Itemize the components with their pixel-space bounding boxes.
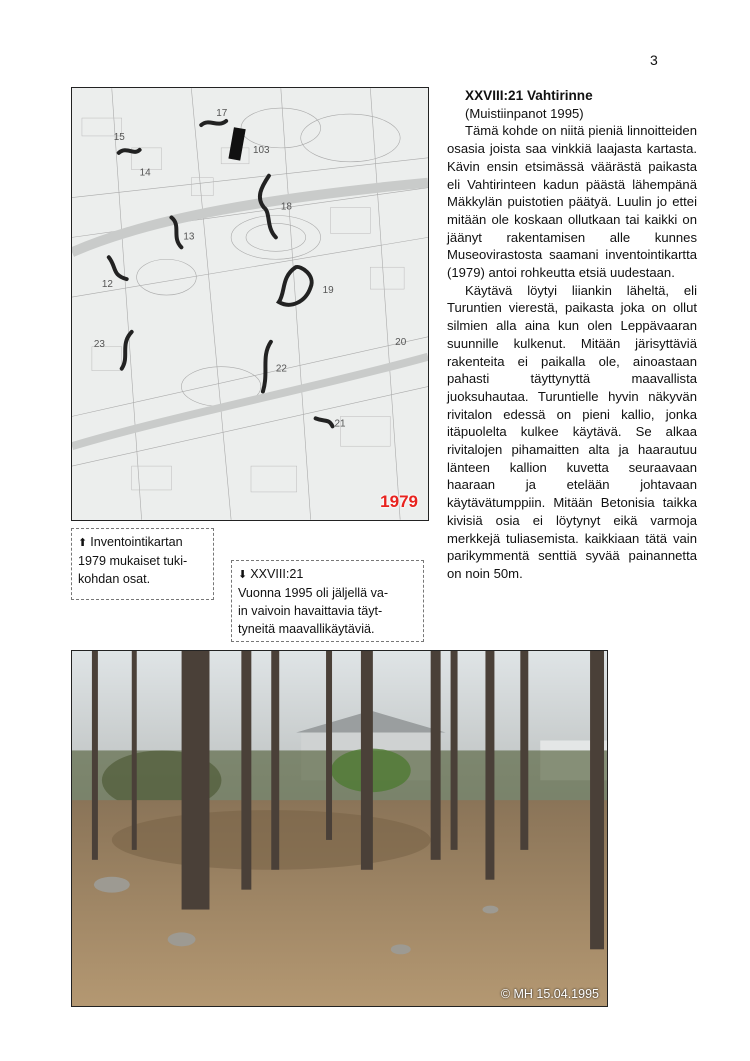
map-caption-line1: Inventointikartan xyxy=(90,535,183,549)
article-title: XXVIII:21 Vahtirinne xyxy=(465,88,593,103)
page-number: 3 xyxy=(650,52,658,68)
arrow-up-icon: ⬆ xyxy=(78,537,88,549)
map-caption-line2: 1979 mukaiset tuki- xyxy=(78,554,188,568)
map-site-label-12: 12 xyxy=(101,279,113,291)
arrow-down-icon: ⬇ xyxy=(238,569,248,581)
photo-caption-line2: Vuonna 1995 oli jäljellä va- xyxy=(238,586,389,600)
photo-caption-line1: XXVIII:21 xyxy=(250,567,304,581)
article-paragraph-2: Käytävä löytyi liiankin läheltä, eli Turuntien vierestä, paikasta joka on ollut silmien alla aina kun olen Leppävaaran suunnille kulkenut. Mitään järisyttäviä rakenteita ei paikalla ole, ainoastaan pahasti täyttynyttä maavallista juoksuhautaa. Turuntielle hyvin näkyvän rivitalon edessä on pieni kallio, jonka itäpuolelta kulkee käytävä. Se alkaa rivitalojen pihamaitten alta ja haarautuu länteen kallion kuvetta seuraavaan haaraan ja etelään johtavaan käytävätumppiin. Mitään Betonisia taikka kivisiä osia ei löytynyt eikä varmoja merkkejä tuliasemista. kaikkiaan tätä vain parikymmentä senttiä syvää painannetta on noin 50m. xyxy=(447,282,697,581)
map-caption xyxy=(71,528,214,600)
photo-credit: © MH 15.04.1995 xyxy=(500,987,599,1001)
map-site-label-23: 23 xyxy=(93,338,105,350)
article-subtitle: (Muistiinpanot 1995) xyxy=(465,105,584,121)
photo-caption xyxy=(231,560,424,642)
map-site-label-22: 22 xyxy=(275,363,287,375)
map-site-label-14: 14 xyxy=(139,167,151,179)
map-site-label-15: 15 xyxy=(113,131,125,143)
article-column xyxy=(447,87,697,583)
map-site-label-103: 103 xyxy=(252,144,270,156)
forest-photo xyxy=(71,650,608,1007)
map-site-label-13: 13 xyxy=(183,231,195,243)
inventory-map-image xyxy=(71,87,429,521)
map-site-label-20: 20 xyxy=(395,336,407,348)
photo-caption-line3: in vaivoin havaittavia täyt- xyxy=(238,604,383,618)
map-site-label-18: 18 xyxy=(280,201,292,213)
article-paragraph-1: Tämä kohde on niitä pieniä linnoitteiden osasia joista saa vinkkiä laajasta kartasta. Kävin ensin etsimässä väärästä paikasta eli Vahtirinteen kadun päästä lähempänä Mäkkylän puistotien päätyä. Luulin jo ettei mitään ole koskaan ollutkaan tai kaikki on jäänyt rakentamisen alle kunnes Museovirastosta saamani inventointikartta (1979) antoi rohkeutta etsiä uudestaan. xyxy=(447,123,697,281)
map-site-label-19: 19 xyxy=(322,285,334,297)
photo-caption-line4: tyneitä maavallikäytäviä. xyxy=(238,622,375,636)
map-caption-line3: kohdan osat. xyxy=(78,572,151,586)
map-site-label-17: 17 xyxy=(216,108,228,120)
map-year-label: 1979 xyxy=(380,492,418,511)
map-site-label-21: 21 xyxy=(334,418,346,430)
